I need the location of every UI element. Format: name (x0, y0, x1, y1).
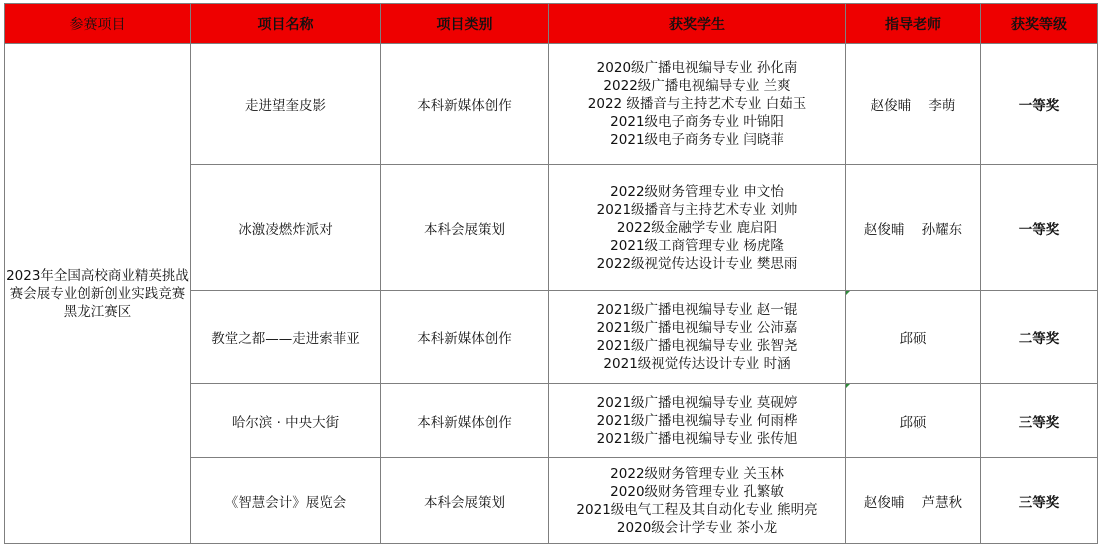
students-cell (549, 384, 846, 458)
project-category-cell: 本科会展策划 (381, 458, 549, 544)
student-entry: 2021级电子商务专业 叶锦阳 (610, 114, 784, 130)
project-name-cell: 冰激凌燃炸派对 (191, 165, 381, 291)
student-entry: 2020级会计学专业 茶小龙 (616, 519, 778, 536)
student-entry: 2022级广播电视编导专业 兰爽 (603, 78, 791, 94)
header-teacher: 指导老师 (846, 4, 981, 44)
student-entry: 2021级广播电视编导专业 赵一锟 (596, 302, 798, 318)
student-entry: 2021级广播电视编导专业 张智尧 (596, 338, 798, 354)
students-cell (549, 291, 846, 384)
student-entry: 2021级广播电视编导专业 张传旭 (596, 430, 798, 447)
teacher-cell: 赵俊晡 孙耀东 (846, 165, 981, 291)
student-entry: 2020级广播电视编导专业 孙化南 (596, 60, 798, 76)
header-award-level: 获奖等级 (981, 4, 1098, 44)
competition-cell: 2023年全国高校商业精英挑战赛会展专业创新创业实践竞赛黑龙江赛区 (5, 44, 191, 544)
students-cell (549, 165, 846, 291)
awards-table (4, 3, 1098, 544)
student-entry: 2021级视觉传达设计专业 时涵 (603, 356, 791, 372)
award-level-cell: 二等奖 (981, 291, 1098, 384)
header-row (5, 4, 1098, 44)
student-entry: 2022级财务管理专业 关玉林 (610, 465, 784, 482)
student-entry: 2021级电气工程及其自动化专业 熊明亮 (576, 501, 818, 518)
teacher-cell: 赵俊晡 芦慧秋 (846, 458, 981, 544)
table-row (5, 44, 1098, 165)
student-entry: 2021级广播电视编导专业 何雨桦 (596, 412, 798, 429)
student-entry: 2021级广播电视编导专业 莫砚婷 (596, 394, 798, 411)
award-level-cell: 三等奖 (981, 458, 1098, 544)
student-entry: 2020级财务管理专业 孔繁敏 (610, 483, 784, 500)
student-entry: 2022 级播音与主持艺术专业 白茹玉 (587, 96, 807, 112)
award-level-cell: 一等奖 (981, 165, 1098, 291)
project-name-cell: 走进望奎皮影 (191, 44, 381, 165)
student-entry: 2021级广播电视编导专业 公沛嘉 (596, 320, 798, 336)
student-entry: 2021级电子商务专业 闫晓菲 (610, 132, 784, 148)
header-project-category: 项目类别 (381, 4, 549, 44)
student-entry: 2022级视觉传达设计专业 樊思雨 (596, 255, 798, 272)
award-level-cell: 三等奖 (981, 384, 1098, 458)
award-level-cell: 一等奖 (981, 44, 1098, 165)
project-category-cell: 本科新媒体创作 (381, 291, 549, 384)
header-project-name: 项目名称 (191, 4, 381, 44)
project-category-cell: 本科会展策划 (381, 165, 549, 291)
project-name-cell: 哈尔滨 · 中央大街 (191, 384, 381, 458)
students-cell (549, 458, 846, 544)
student-entry: 2021级播音与主持艺术专业 刘帅 (596, 201, 798, 218)
project-category-cell: 本科新媒体创作 (381, 384, 549, 458)
teacher-cell: 邱硕 (846, 384, 981, 458)
student-entry: 2022级财务管理专业 申文怡 (610, 183, 784, 200)
teacher-cell: 赵俊晡 李萌 (846, 44, 981, 165)
project-name-cell: 《智慧会计》展览会 (191, 458, 381, 544)
students-cell (549, 44, 846, 165)
student-entry: 2022级金融学专业 鹿启阳 (616, 219, 778, 236)
project-category-cell: 本科新媒体创作 (381, 44, 549, 165)
header-competition: 参赛项目 (5, 4, 191, 44)
header-students: 获奖学生 (549, 4, 846, 44)
project-name-cell: 教堂之都——走进索菲亚 (191, 291, 381, 384)
teacher-cell: 邱硕 (846, 291, 981, 384)
student-entry: 2021级工商管理专业 杨虎隆 (610, 237, 784, 254)
